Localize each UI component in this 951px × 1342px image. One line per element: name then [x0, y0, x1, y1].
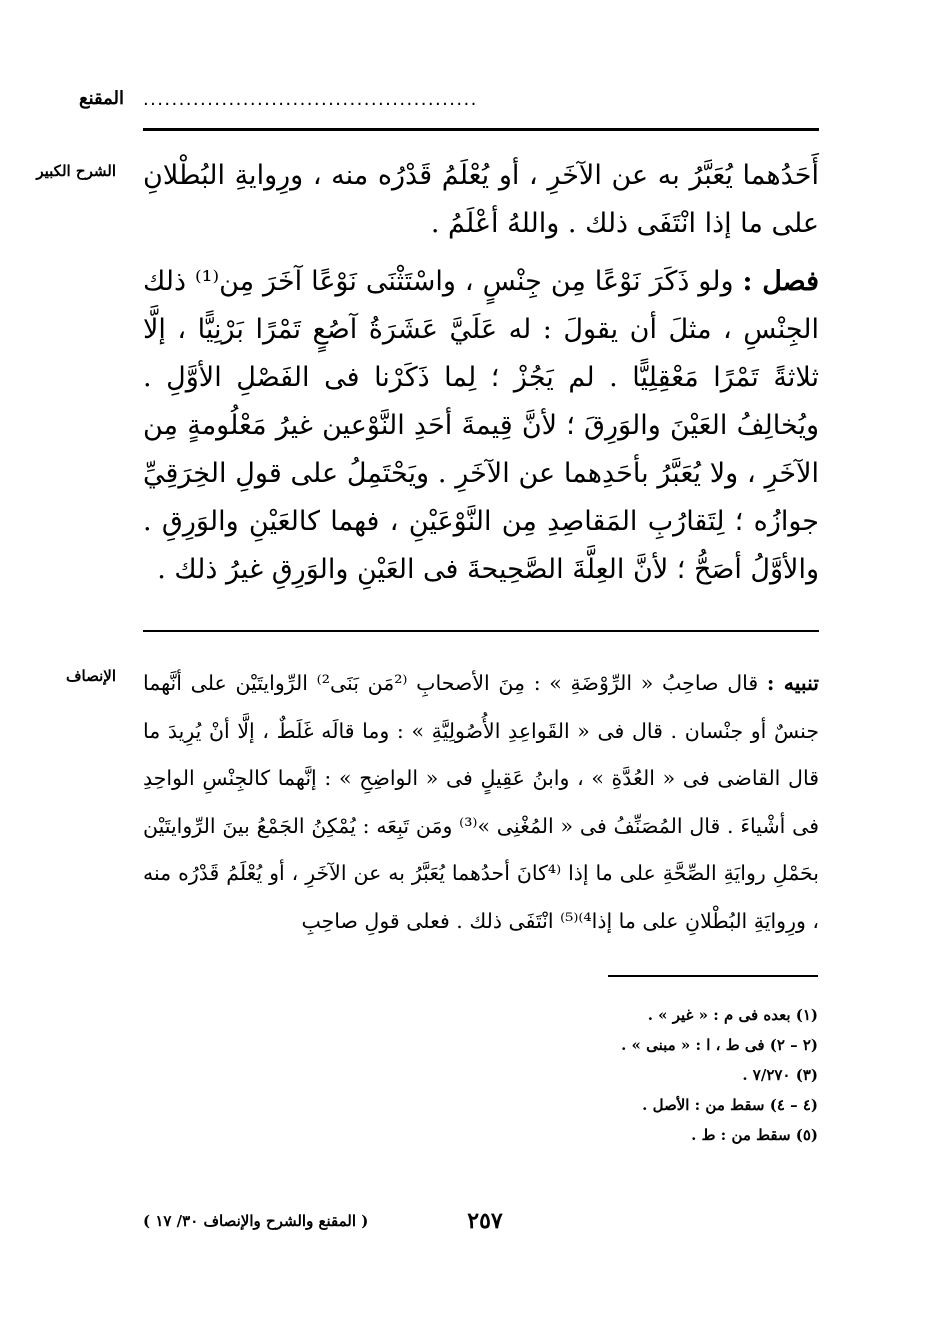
tanbih-heading: تنبيه :	[766, 671, 819, 695]
footnote-2: (٢ – ٢) فى ط ، ا : « مبنى » .	[621, 1036, 818, 1054]
header-rule	[143, 128, 819, 131]
footnotes	[560, 1000, 818, 1150]
sharh-section	[143, 152, 819, 594]
sharh-paragraph-2-text: ولو ذَكَرَ نَوْعًا مِن جِنْسٍ ، واسْتَثْنَى نَوْعًا آخَرَ مِن⁽¹⁾ ذلك الجِنْسِ ، مثلَ أن يقولَ : له عَلَيَّ عَشَرَةُ آصُعٍ تَمْرًا بَرْنِيًّا ، إلَّا ثلاثةً تَمْرًا مَعْقِلِيًّا . لم يَجُزْ ؛ لِما ذَكَرْنا فى الفَصْلِ الأوَّلِ . ويُخالِفُ العَيْنَ والوَرِقَ ؛ لأنَّ قِيمةَ أحَدِ النَّوْعين غيرُ مَعْلُومةٍ مِن الآخَرِ ، ولا يُعَبَّرُ بأحَدِهما عن الآخَرِ . ويَحْتَمِلُ على قولِ الخِرَقِيِّ جوازُه ؛ لِتَقارُبِ المَقاصِدِ مِن النَّوْعَيْنِ ، فهما كالعَيْنِ والوَرِقِ . والأوَّلُ أصَحُّ ؛ لأنَّ العِلَّةَ الصَّحِيحةَ فى العَيْنِ والوَرِقِ غيرُ ذلك .	[143, 266, 819, 585]
side-label-insaf: الإنصاف	[65, 667, 116, 685]
page-number: ٢٥٧	[467, 1208, 503, 1234]
volume-reference: ( المقنع والشرح والإنصاف ٣٠/ ١٧ )	[143, 1212, 369, 1230]
header-dotted-leader: ...............................................	[143, 89, 478, 110]
sharh-paragraph-2	[143, 258, 819, 594]
sharh-paragraph-1: أَحَدُهما يُعَبَّرُ به عن الآخَرِ ، أو يُعْلَمُ قَدْرُه منه ، ورِوايةِ البُطْلانِ على ما إذا انْتَفَى ذلك . واللهُ أعْلَمُ .	[143, 160, 819, 239]
footnote-rule	[608, 975, 818, 977]
insaf-paragraph	[143, 660, 819, 945]
insaf-paragraph-text: قال صاحِبُ « الرِّوْضَةِ » : مِنَ الأصحابِ ⁽²مَن بَنَى²⁾ الرِّوايتَيْن على أنَّهما جنسٌ أو جنْسان . قال فى « القَواعِدِ الأُصُولِيَّةِ » : وما قالَه غَلَطٌ ، إلَّا أنْ يُرِيدَ ما قال القاضى فى « العُدَّةِ » ، وابنُ عَقِيلٍ فى « الواضِحِ » : إنَّهما كالجِنْسِ الواحِدِ فى أشْياءَ . قال المُصَنِّفُ فى « المُغْنِى »⁽³⁾ ومَن تَبِعَه : يُمْكِنُ الجَمْعُ بينَ الرِّوايتَيْن بحَمْلِ روايَةِ الصِّحَّةِ على ما إذا ⁽⁴كانَ أحدُهما يُعَبَّرُ به عن الآخَرِ ، أو يُعْلَمُ قَدْرُه منه ، ورِوايَةِ البُطْلانِ على ما إذا⁴⁾⁽⁵⁾ انْتَفَى ذلك . فعلى قولِ صاحِبِ	[143, 671, 819, 933]
section-divider	[143, 630, 819, 632]
insaf-section	[143, 660, 819, 945]
side-label-sharh: الشرح الكبير	[36, 162, 116, 180]
fasl-heading: فصل :	[742, 266, 819, 297]
footnote-3: (٣) ٧/٢٧٠ .	[742, 1066, 818, 1084]
footnote-5: (٥) سقط من : ط .	[691, 1126, 818, 1144]
footnote-1: (١) بعده فى م : « غير » .	[647, 1006, 818, 1024]
footnote-4: (٤ – ٤) سقط من : الأصل .	[642, 1096, 818, 1114]
header-title: المقنع	[78, 88, 124, 109]
